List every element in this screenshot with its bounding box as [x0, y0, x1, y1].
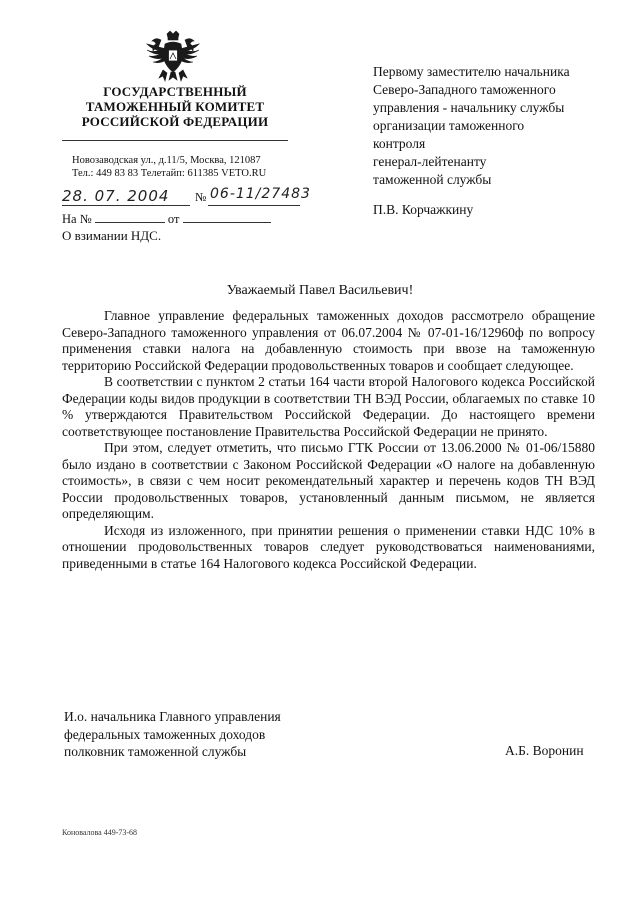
registration-line [62, 186, 311, 208]
addressee-block [373, 63, 623, 189]
signatory-name: А.Б. Воронин [505, 743, 584, 758]
ref-number-blank [95, 211, 165, 223]
addressee-name: П.В. Корчажкину [373, 202, 474, 217]
addressee-line: организации таможенного [373, 118, 525, 133]
signatory-position [64, 708, 281, 761]
reference-line [62, 211, 292, 227]
letterhead-address [72, 154, 292, 180]
position-line-3: полковник таможенной службы [64, 744, 247, 759]
address-line: Новозаводская ул., д.11/5, Москва, 121087 [72, 155, 261, 166]
number-underline [208, 205, 300, 206]
handwritten-date: 28. 07. 2004 [62, 187, 170, 205]
body-paragraph-4: Исходя из изложенного, при принятии решения о применении ставки НДС 10% в отношении продовольственных товаров следует руководствоваться наименованиями, приведенными в статье 164 Налогового кодекса Российской Федерации. [62, 522, 595, 571]
double-headed-eagle-emblem [145, 30, 201, 84]
number-sign: № [195, 190, 207, 204]
executor-note: Коновалова 449-73-68 [62, 828, 138, 837]
addressee-line: контроля [373, 136, 426, 151]
ref-from: от [167, 212, 180, 226]
salutation: Уважаемый Павел Васильевич! [226, 283, 414, 298]
ref-prefix: На № [62, 212, 92, 226]
phone-line: Тел.: 449 83 83 Телетайп: 611385 VETO.RU [72, 168, 267, 179]
body-paragraph-3: При этом, следует отметить, что письмо ГТК России от 13.06.2000 № 01-06/15880 было издано в соответствии с Законом Российской Федерации «О налоге на добавленную стоимость», в связи с чем носит рекомендательный характер и перечень кодов ТН ВЭД России продовольственных товаров, установленный данным письмом, не является определяющим. [62, 440, 595, 521]
handwritten-number: 06-11/27483 [210, 186, 311, 202]
body-paragraph-2: В соответствии с пунктом 2 статьи 164 части второй Налогового кодекса Российской Федерации коды видов продукции в соответствии ТН ВЭД России, облагаемых по ставке 10 % утверждаются Правительством Российской Федерации. До настоящего времени соответствующее постановление Правительства Российской Федерации не принято. [62, 374, 595, 439]
letter-subject: О взимании НДС. [62, 228, 162, 243]
position-line-1: И.о. начальника Главного управления [64, 709, 281, 724]
organization-name [60, 84, 290, 129]
addressee-line: Северо-Западного таможенного [373, 82, 556, 97]
position-line-2: федеральных таможенных доходов [64, 726, 266, 742]
org-line-3: РОССИЙСКОЙ ФЕДЕРАЦИИ [81, 114, 269, 129]
ref-date-blank [183, 211, 271, 223]
body-paragraph-1: Главное управление федеральных таможенных доходов рассмотрело обращение Северо-Западного таможенного управления от 06.07.2004 № 07-01-16/12960ф по вопросу применения ставки налога на добавленную стоимость при ввозе на таможенную территорию Российской Федерации продовольственных товаров и сообщает следующее. [62, 308, 595, 373]
addressee-line: управления - начальнику службы [373, 100, 565, 115]
letterhead-divider [62, 140, 288, 141]
addressee-line: генерал-лейтенанту [373, 154, 487, 169]
addressee-line: таможенной службы [373, 172, 492, 187]
letter-body [62, 308, 595, 572]
org-line-1: ГОСУДАРСТВЕННЫЙ [103, 84, 247, 99]
org-line-2: ТАМОЖЕННЫЙ КОМИТЕТ [85, 99, 265, 114]
date-underline [62, 205, 190, 206]
addressee-line: Первому заместителю начальника [373, 64, 570, 79]
